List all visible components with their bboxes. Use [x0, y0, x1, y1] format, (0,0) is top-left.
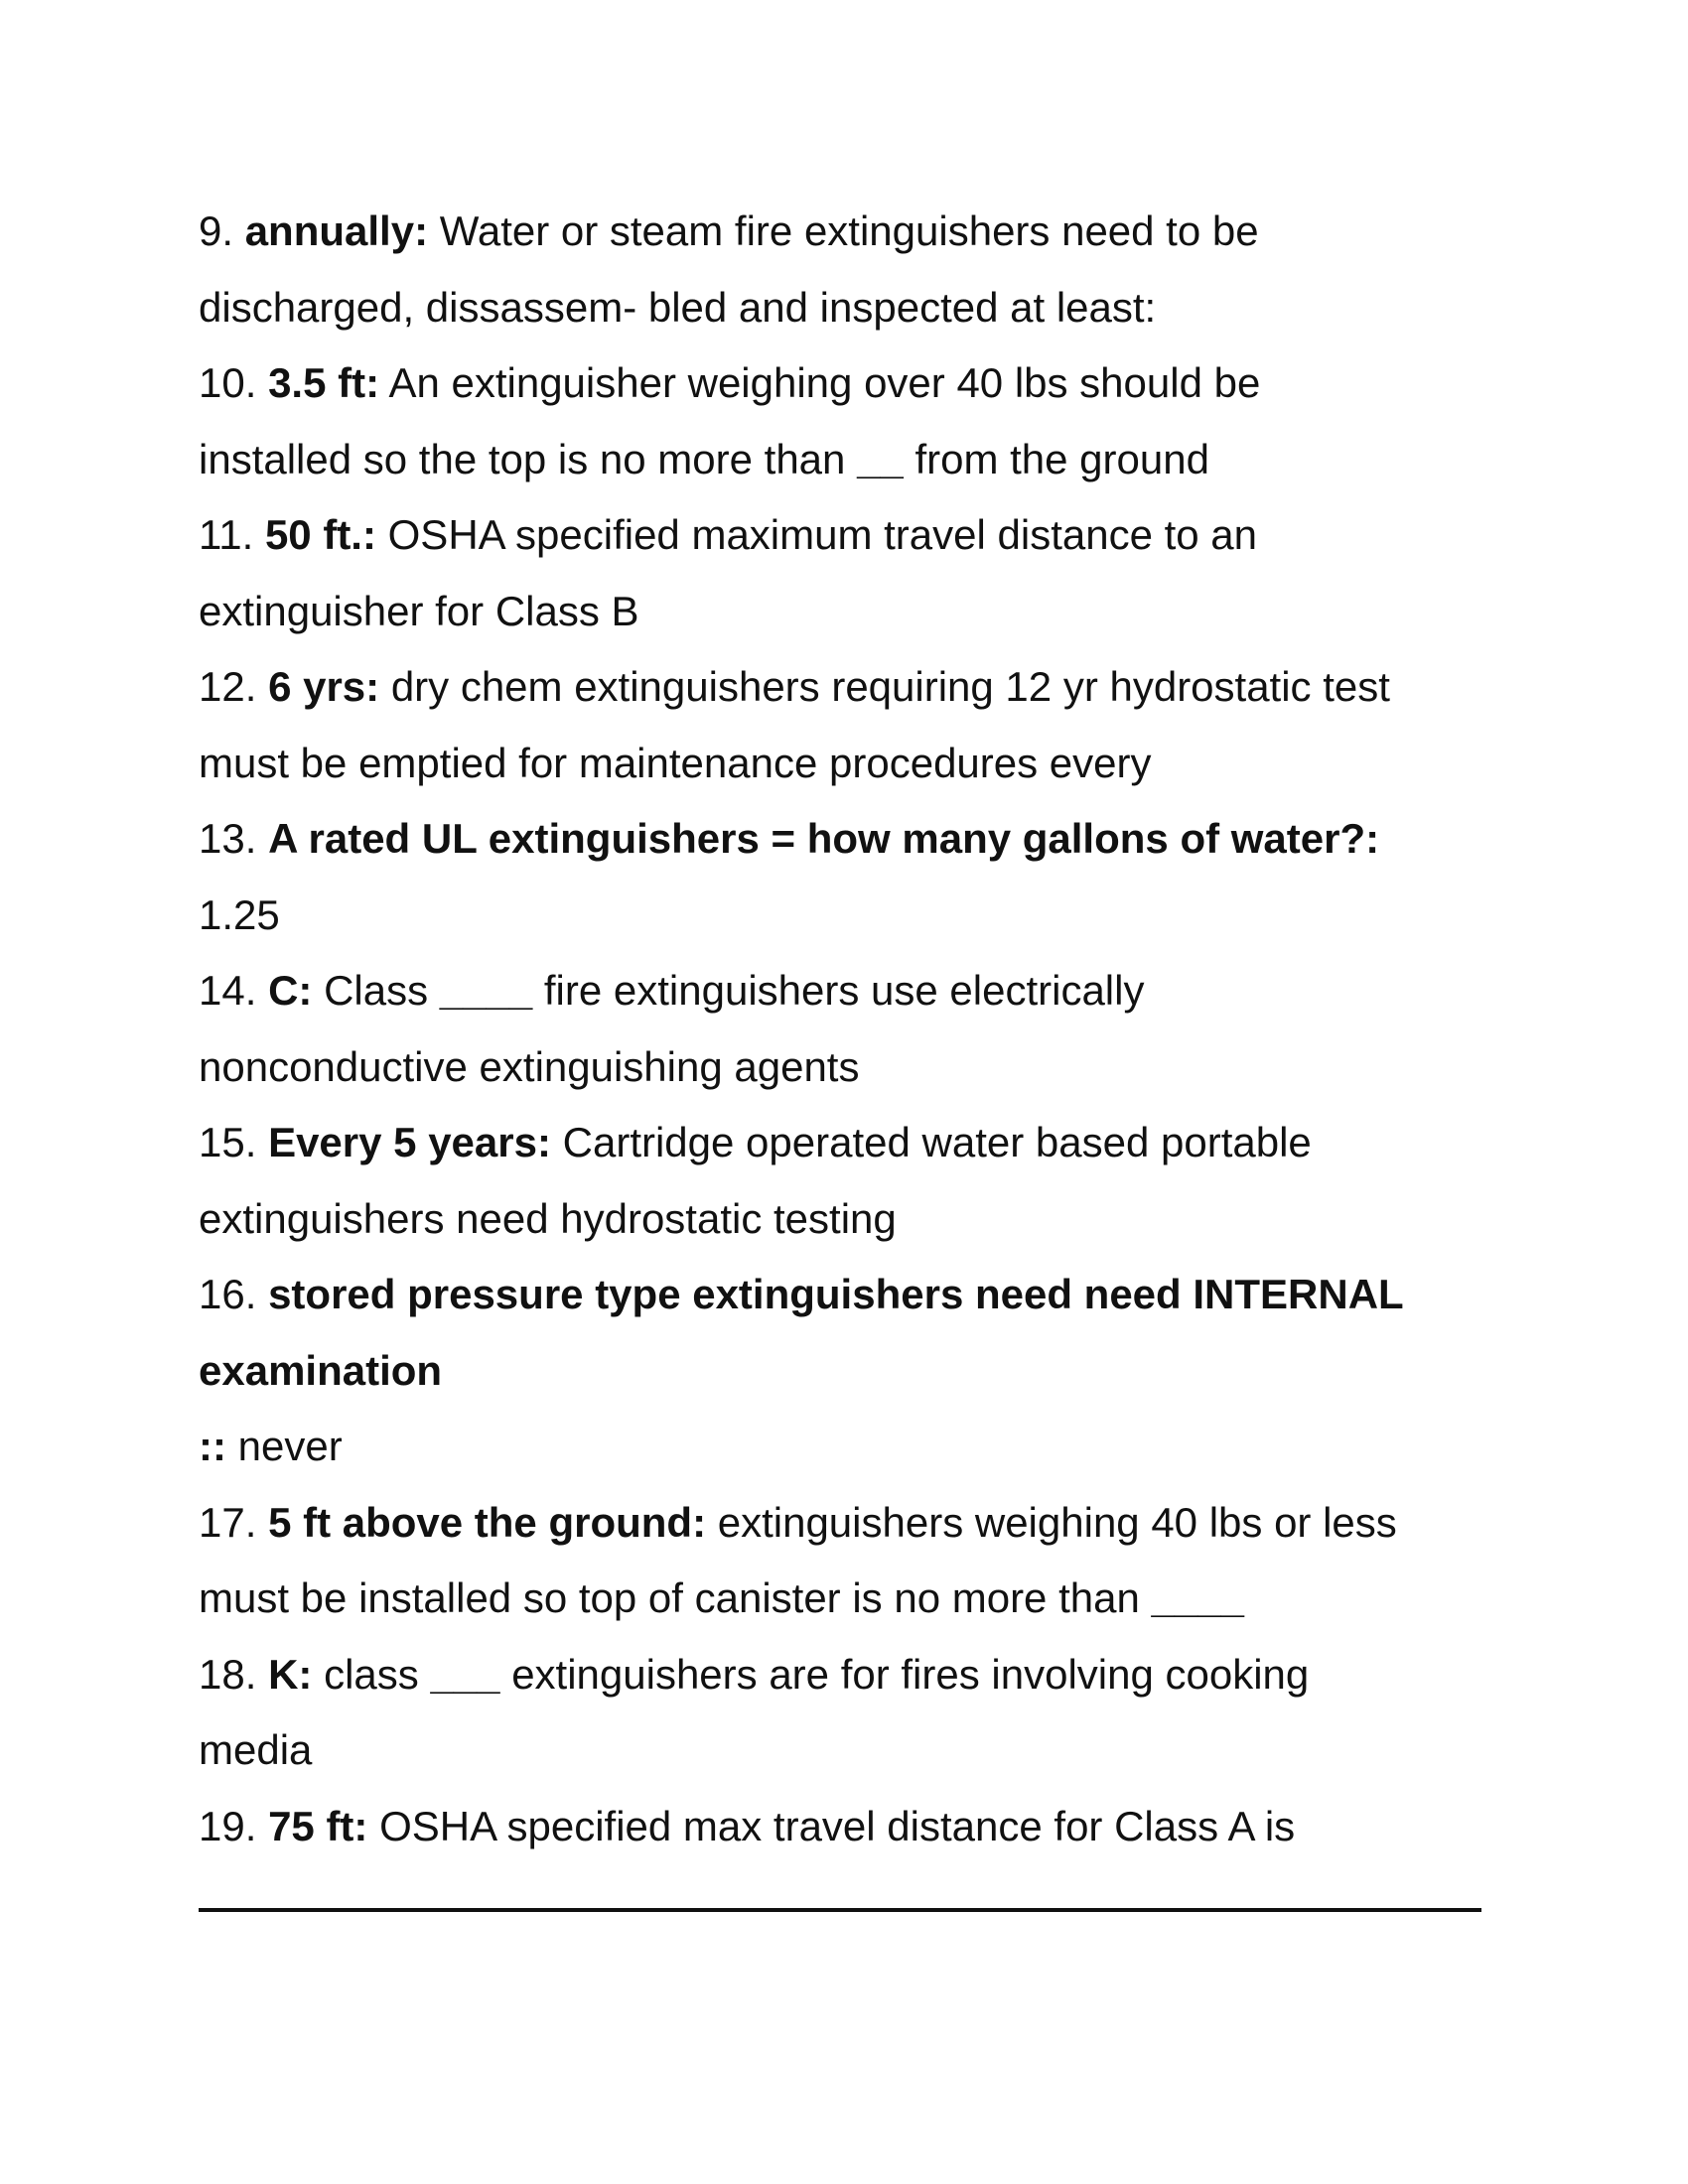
item-number: 16. [199, 1271, 257, 1317]
item-term: 3.5 ft: [268, 359, 380, 406]
item-11-line-2 [199, 574, 1489, 650]
item-16-line-3 [199, 1409, 1489, 1485]
item-definition: OSHA specified maximum travel distance to an [387, 511, 1258, 558]
item-number: 11. [199, 511, 254, 558]
item-definition: 1.25 [199, 890, 280, 938]
item-definition: must be emptied for maintenance procedures every [199, 739, 1152, 786]
item-term: annually: [244, 207, 429, 254]
item-definition: nonconductive extinguishing agents [199, 1042, 860, 1090]
item-definition: must be installed so top of canister is no more than [199, 1574, 1140, 1621]
item-19-line-1 [199, 1789, 1489, 1865]
item-17-line-1 [199, 1485, 1489, 1562]
item-definition: media [199, 1726, 313, 1773]
item-14-line-2 [199, 1029, 1489, 1106]
item-15-line-2 [199, 1181, 1489, 1258]
item-number: 19. [199, 1802, 257, 1849]
item-9-line-1 [199, 194, 1489, 270]
item-9-line-2 [199, 270, 1489, 346]
fill-in-blank: __ [857, 435, 904, 482]
item-term: K: [268, 1650, 313, 1698]
item-number: 18. [199, 1650, 257, 1698]
item-number: 10. [199, 359, 257, 406]
item-number: 17. [199, 1498, 257, 1546]
document-body [199, 194, 1489, 1864]
item-definition: OSHA specified max travel distance for Class A is [379, 1802, 1296, 1849]
item-definition: extinguishers need hydrostatic testing [199, 1194, 897, 1242]
item-definition: from the ground [914, 435, 1209, 482]
answer-blank-line [199, 1908, 1481, 1912]
item-definition: Water or steam fire extinguishers need to be [439, 207, 1259, 254]
item-number: 14. [199, 967, 257, 1014]
item-18-line-1 [199, 1637, 1489, 1713]
item-definition: extinguisher for Class B [199, 587, 639, 634]
item-definition: dry chem extinguishers requiring 12 yr hydrostatic test [390, 663, 1390, 710]
item-term: 75 ft: [268, 1802, 368, 1849]
item-number: 15. [199, 1119, 257, 1165]
item-number: 9. [199, 207, 234, 254]
item-12-line-2 [199, 726, 1489, 802]
item-16-line-2 [199, 1333, 1489, 1410]
fill-in-blank: ___ [430, 1650, 500, 1698]
item-term: 50 ft.: [264, 511, 376, 558]
item-term: examination [199, 1346, 443, 1394]
item-18-line-2 [199, 1712, 1489, 1789]
item-11-line-1 [199, 497, 1489, 574]
item-definition: never [237, 1423, 343, 1469]
item-14-line-1 [199, 953, 1489, 1029]
item-term: :: [199, 1423, 226, 1469]
item-definition: class [324, 1650, 419, 1698]
item-term: Every 5 years: [268, 1119, 551, 1165]
item-10-line-2 [199, 422, 1489, 498]
item-13-line-2 [199, 878, 1489, 954]
item-term: stored pressure type extinguishers need need INTERNAL [268, 1271, 1404, 1317]
item-definition: extinguishers weighing 40 lbs or less [717, 1498, 1397, 1546]
item-17-line-2 [199, 1561, 1489, 1637]
fill-in-blank: ____ [1151, 1574, 1244, 1621]
item-term: 6 yrs: [268, 663, 380, 710]
item-10-line-1 [199, 345, 1489, 422]
item-definition: extinguishers are for fires involving cooking [511, 1650, 1310, 1698]
item-number: 12. [199, 663, 257, 710]
item-number: 13. [199, 815, 257, 862]
item-term: C: [268, 967, 313, 1014]
item-definition: Cartridge operated water based portable [562, 1119, 1312, 1165]
item-definition: An extinguisher weighing over 40 lbs should be [388, 359, 1261, 406]
item-12-line-1 [199, 649, 1489, 726]
fill-in-blank: ____ [439, 967, 533, 1014]
item-definition: Class [324, 967, 429, 1014]
item-13-line-1 [199, 801, 1489, 878]
item-16-line-1 [199, 1257, 1489, 1333]
item-definition: discharged, dissassem- bled and inspected at least: [199, 283, 1157, 331]
item-term: 5 ft above the ground: [268, 1498, 707, 1546]
item-definition: fire extinguishers use electrically [543, 967, 1145, 1014]
item-term: A rated UL extinguishers = how many gallons of water?: [268, 815, 1380, 862]
item-definition: installed so the top is no more than [199, 435, 846, 482]
item-15-line-1 [199, 1105, 1489, 1181]
